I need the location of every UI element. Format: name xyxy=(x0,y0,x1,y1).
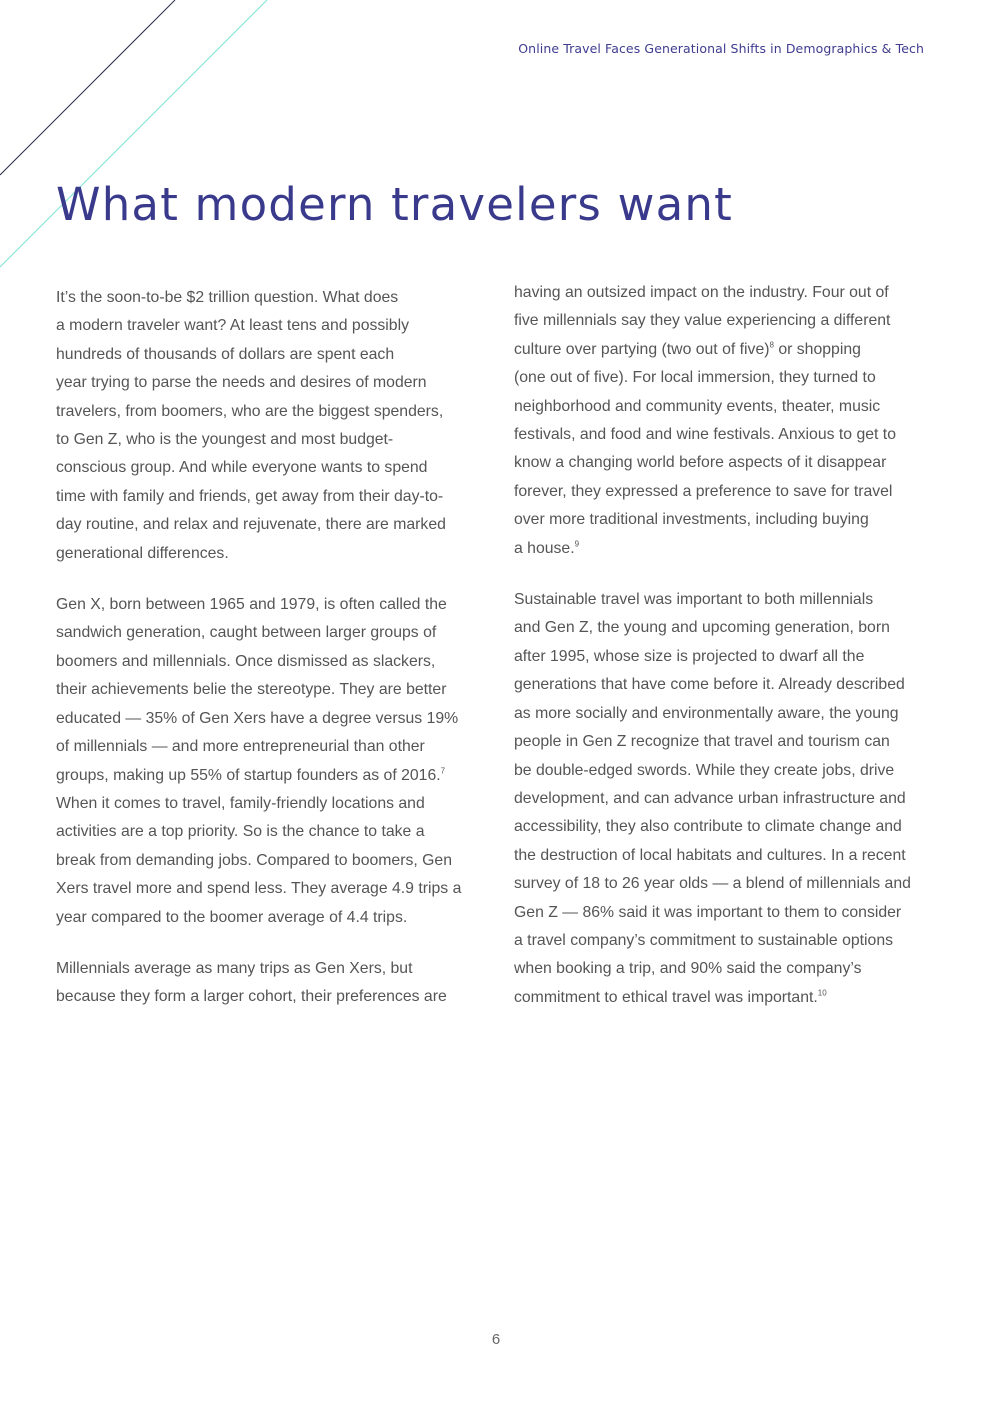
text-line: generational differences. xyxy=(56,544,229,562)
text-fragment: or shopping xyxy=(773,340,861,358)
right-column xyxy=(514,279,944,1035)
text-line: Xers travel more and spend less. They average 4.9 trips a xyxy=(56,880,462,898)
text-line: festivals, and food and wine festivals. Anxious to get to xyxy=(514,426,896,444)
text-line: neighborhood and community events, theater, music xyxy=(514,397,881,415)
text-line: the destruction of local habitats and cultures. In a recent xyxy=(514,846,906,864)
text-line: of millennials — and more entrepreneurial than other xyxy=(56,738,425,756)
text-line: a travel company’s commitment to sustainable options xyxy=(514,931,894,949)
paragraph-millennials-continued xyxy=(514,279,944,563)
text-line: It’s the soon-to-be $2 trillion question. What does xyxy=(56,289,399,306)
text-line: people in Gen Z recognize that travel and tourism can xyxy=(514,733,890,751)
text-line: and Gen Z, the young and upcoming generation, born xyxy=(514,619,890,637)
diagonal-line-dark xyxy=(0,0,175,175)
text-line: time with family and friends, get away from their day-to- xyxy=(56,487,444,505)
text-line: to Gen Z, who is the youngest and most budget- xyxy=(56,431,394,449)
text-line: Gen X, born between 1965 and 1979, is often called the xyxy=(56,596,447,614)
footnote-ref: 9 xyxy=(574,539,580,549)
text-line: generations that have come before it. Already described xyxy=(514,676,905,694)
paragraph-intro xyxy=(56,284,486,568)
text-line: as more socially and environmentally aware, the young xyxy=(514,704,899,722)
text-fragment: groups, making up 55% of startup founders as of 2016. xyxy=(56,766,441,784)
paragraph-gen-x xyxy=(56,591,486,932)
running-header: Online Travel Faces Generational Shifts in Demographics & Tech xyxy=(518,41,924,56)
left-column xyxy=(56,284,486,1035)
text-line: know a changing world before aspects of it disappear xyxy=(514,454,887,472)
footnote-ref: 8 xyxy=(769,340,774,350)
text-line: day routine, and relax and rejuvenate, there are marked xyxy=(56,516,446,534)
text-line: boomers and millennials. Once dismissed as slackers, xyxy=(56,652,436,670)
text-line: conscious group. And while everyone wants to spend xyxy=(56,459,428,477)
text-line: survey of 18 to 26 year olds — a blend of millennials and xyxy=(514,875,911,893)
footnote-ref: 7 xyxy=(440,766,446,776)
text-fragment: commitment to ethical travel was important. xyxy=(514,988,818,1006)
text-line xyxy=(514,535,944,563)
text-line: When it comes to travel, family-friendly locations and xyxy=(56,794,425,812)
text-line: Gen Z — 86% said it was important to them to consider xyxy=(514,903,902,921)
text-line: hundreds of thousands of dollars are spent each xyxy=(56,345,395,363)
text-line: a modern traveler want? At least tens and possibly xyxy=(56,317,409,335)
text-line: five millennials say they value experiencing a different xyxy=(514,312,891,330)
text-line xyxy=(514,984,944,1012)
text-line: forever, they expressed a preference to save for travel xyxy=(514,482,893,500)
text-line: year trying to parse the needs and desires of modern xyxy=(56,374,427,392)
decorative-diagonal-lines xyxy=(0,0,300,300)
paragraph-sustainable-travel xyxy=(514,586,944,1012)
text-line: Millennials average as many trips as Gen Xers, but xyxy=(56,959,413,977)
text-line: accessibility, they also contribute to climate change and xyxy=(514,818,902,836)
text-line: year compared to the boomer average of 4.4 trips. xyxy=(56,908,408,926)
text-line: Sustainable travel was important to both millennials xyxy=(514,591,874,609)
text-line: activities are a top priority. So is the chance to take a xyxy=(56,823,425,841)
text-line: be double-edged swords. While they create jobs, drive xyxy=(514,761,895,779)
page-title: What modern travelers want xyxy=(56,178,733,231)
text-line: travelers, from boomers, who are the biggest spenders, xyxy=(56,402,444,420)
text-line xyxy=(56,762,486,790)
footnote-ref: 10 xyxy=(817,988,827,998)
text-line: sandwich generation, caught between larger groups of xyxy=(56,624,437,642)
text-line: educated — 35% of Gen Xers have a degree versus 19% xyxy=(56,709,459,727)
text-fragment: a house. xyxy=(514,539,575,557)
text-line xyxy=(514,336,944,364)
text-line: over more traditional investments, including buying xyxy=(514,511,869,529)
text-line: having an outsized impact on the industry. Four out of xyxy=(514,284,889,301)
text-line: their achievements belie the stereotype. They are better xyxy=(56,681,447,699)
paragraph-millennials xyxy=(56,955,486,1012)
text-line: break from demanding jobs. Compared to boomers, Gen xyxy=(56,851,453,869)
text-line: because they form a larger cohort, their preferences are xyxy=(56,988,447,1006)
text-line: when booking a trip, and 90% said the company’s xyxy=(514,960,862,978)
text-line: (one out of five). For local immersion, they turned to xyxy=(514,369,876,387)
text-line: after 1995, whose size is projected to dwarf all the xyxy=(514,647,865,665)
text-line: development, and can advance urban infrastructure and xyxy=(514,789,906,807)
page-number: 6 xyxy=(491,1331,501,1348)
text-fragment: culture over partying (two out of five) xyxy=(514,340,770,358)
